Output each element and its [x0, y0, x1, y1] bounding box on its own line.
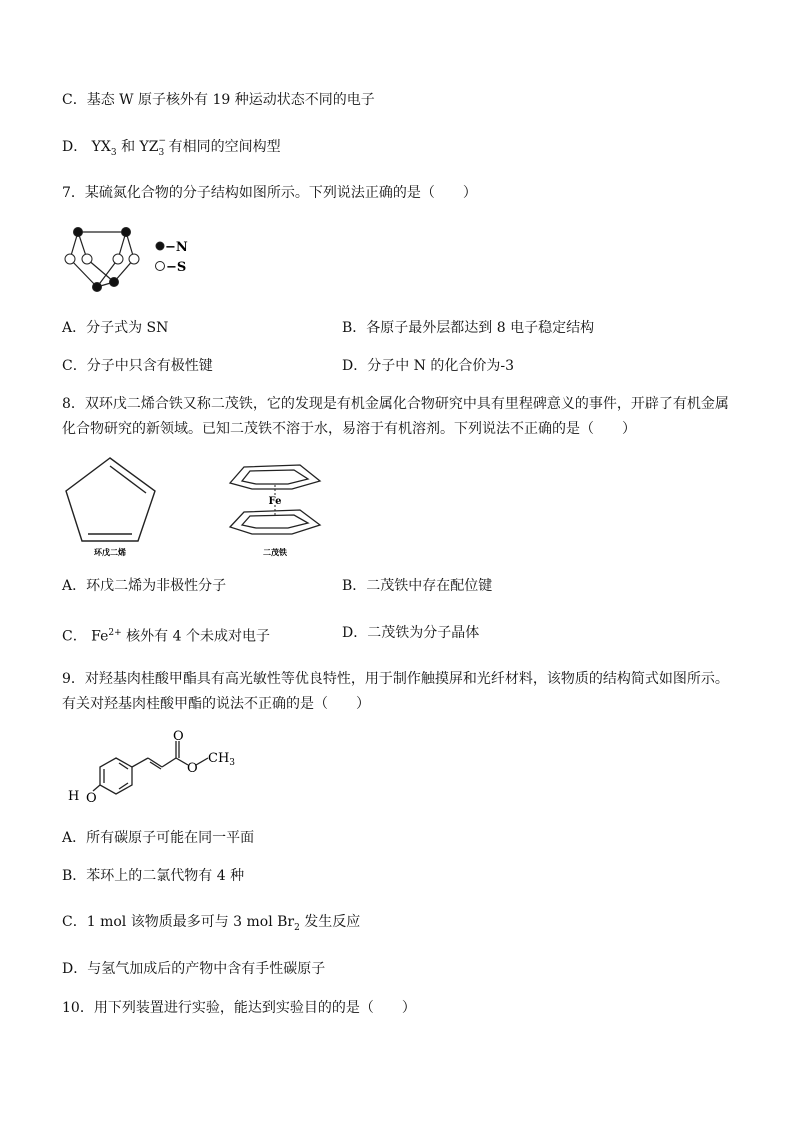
n-atom	[93, 283, 102, 292]
cyclopentadiene-figure	[58, 452, 168, 558]
n-atom	[74, 228, 83, 237]
legend-n-label: −N	[165, 240, 188, 255]
q9-option-b: B．苯环上的二氯代物有 4 种	[62, 868, 245, 884]
q8-option-d: D．二茂铁为分子晶体	[342, 625, 480, 641]
n-atom	[122, 228, 131, 237]
cyclopentadiene-label: 环戊二烯	[94, 548, 126, 557]
q9-option-d: D．与氢气加成后的产物中含有手性碳原子	[62, 961, 326, 977]
q7-option-c: C．分子中只含有极性键	[62, 358, 213, 374]
q9-o-hydroxyl: O	[86, 791, 97, 806]
ferrocene-fe-atom: Fe	[268, 496, 282, 507]
q6-d-sub2: 3	[158, 147, 165, 158]
ferrocene-figure	[222, 455, 328, 559]
q7-sn-structure-figure	[60, 222, 200, 296]
q9-option-a: A．所有碳原子可能在同一平面	[62, 830, 255, 846]
q7-stem: 7．某硫氮化合物的分子结构如图所示。下列说法正确的是（ ）	[62, 185, 477, 201]
ferrocene-label: 二茂铁	[263, 548, 287, 557]
q9-c-post: 发生反应	[299, 914, 361, 930]
legend-n-dot	[156, 242, 164, 250]
q9-stem-line1: 9．对羟基肉桂酸甲酯具有高光敏性等优良特性，用于制作触摸屏和光纤材料，该物质的结构简式如图所示。	[62, 671, 729, 687]
q8-c-sup: 2+	[108, 628, 122, 638]
q9-c-sub: 2	[294, 922, 300, 933]
s-atom	[65, 254, 75, 264]
q9-c-pre: C．1 mol 该物质最多可与 3 mol Br	[62, 914, 295, 930]
q8-c-pre: C． Fe	[62, 628, 109, 645]
q6-d-pre: D． YX	[62, 139, 111, 155]
legend-s-label: −S	[166, 260, 187, 275]
q7-option-b: B．各原子最外层都达到 8 电子稳定结构	[342, 320, 595, 336]
q9-ch-text: CH	[208, 751, 230, 766]
q9-ch3-sub: 3	[229, 758, 236, 768]
q8-stem-line2: 化合物研究的新领域。已知二茂铁不溶于水，易溶于有机溶剂。下列说法不正确的是（ ）	[62, 421, 636, 437]
legend-s-dot	[156, 262, 165, 271]
q9-option-c	[62, 912, 360, 938]
q8-stem-line1: 8．双环戊二烯合铁又称二茂铁，它的发现是有机金属化合物研究中具有里程碑意义的事件，开辟了有机金属	[62, 396, 729, 412]
n-atom	[110, 278, 119, 287]
q7-option-d: D．分子中 N 的化合价为-3	[342, 358, 515, 374]
q8-option-b: B．二茂铁中存在配位键	[342, 578, 493, 594]
q9-o-carbonyl: O	[173, 729, 184, 744]
q9-ch3-label	[208, 751, 235, 768]
q8-option-c	[62, 623, 270, 647]
q8-c-post: 核外有 4 个未成对电子	[121, 628, 270, 645]
q10-stem: 10．用下列装置进行实验，能达到实验目的的是（ ）	[62, 1000, 416, 1016]
q6-option-d	[62, 137, 281, 163]
s-atom	[82, 254, 92, 264]
q6-d-sup2: −	[158, 136, 167, 146]
q7-option-a: A．分子式为 SN	[62, 320, 169, 336]
q6-option-c: C．基态 W 原子核外有 19 种运动状态不同的电子	[62, 92, 375, 108]
q6-d-mid: 和 YZ	[116, 139, 159, 155]
q9-stem-line2: 有关对羟基肉桂酸甲酯的说法不正确的是（ ）	[62, 696, 370, 712]
q9-h-label: H	[68, 789, 80, 804]
q8-option-a: A．环戊二烯为非极性分子	[62, 578, 227, 594]
q9-o-ester: O	[187, 761, 198, 776]
s-atom	[113, 254, 123, 264]
s-atom	[129, 254, 139, 264]
q9-structure-figure	[62, 728, 242, 808]
q6-d-sub1: 3	[110, 147, 117, 158]
q6-d-post: 有相同的空间构型	[164, 139, 281, 155]
